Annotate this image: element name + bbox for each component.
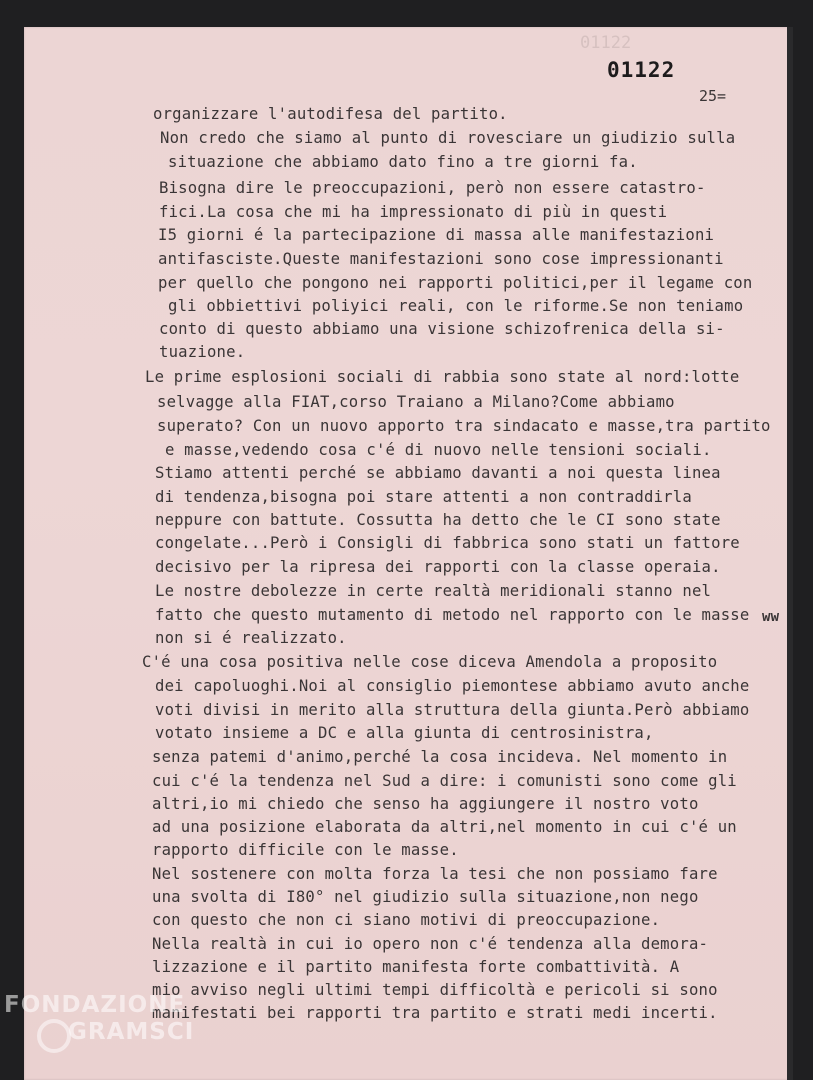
- page-number: 25=: [699, 87, 727, 105]
- text-line: di tendenza,bisogna poi stare attenti a non contraddirla: [155, 488, 692, 506]
- text-line: selvagge alla FIAT,corso Traiano a Milano?Come abbiamo: [157, 393, 675, 411]
- text-line: con questo che non ci siano motivi di preoccupazione.: [152, 911, 661, 929]
- text-line: Bisogna dire le preoccupazioni, però non essere catastro-: [159, 179, 706, 197]
- text-line: dei capoluoghi.Noi al consiglio piemontese abbiamo avuto anche: [155, 677, 750, 695]
- text-line: Nella realtà in cui io opero non c'é tendenza alla demora-: [152, 935, 709, 953]
- watermark-line-2: GRAMSCI: [68, 1019, 195, 1045]
- text-line: ad una posizione elaborata da altri,nel momento in cui c'é un: [152, 818, 737, 836]
- text-line: fici.La cosa che mi ha impressionato di più in questi: [159, 203, 668, 221]
- text-line: superato? Con un nuovo apporto tra sindacato e masse,tra partito: [157, 417, 771, 435]
- text-line: altri,io mi chiedo che senso ha aggiungere il nostro voto: [152, 795, 699, 813]
- text-line: tuazione.: [159, 343, 246, 361]
- text-line: cui c'é la tendenza nel Sud a dire: i comunisti sono come gli: [152, 772, 737, 790]
- text-line: Le nostre debolezze in certe realtà meridionali stanno nel: [155, 582, 712, 600]
- text-line: situazione che abbiamo dato fino a tre giorni fa.: [168, 153, 638, 171]
- archive-number: 01122: [607, 58, 676, 82]
- text-line: una svolta di I80° nel giudizio sulla situazione,non nego: [152, 888, 699, 906]
- text-line: e masse,vedendo cosa c'é di nuovo nelle tensioni sociali.: [165, 441, 712, 459]
- text-line: Le prime esplosioni sociali di rabbia sono state al nord:lotte: [145, 368, 740, 386]
- margin-mark: ww: [762, 609, 780, 625]
- text-line: non si é realizzato.: [155, 629, 347, 647]
- text-line: senza patemi d'animo,perché la cosa incideva. Nel momento in: [152, 748, 728, 766]
- ghost-archive-number: 01122: [580, 33, 632, 53]
- text-line: Stiamo attenti perché se abbiamo davanti a noi questa linea: [155, 464, 721, 482]
- watermark-line-1: FONDAZIONE: [4, 992, 186, 1018]
- text-line: conto di questo abbiamo una visione schizofrenica della si-: [159, 320, 725, 338]
- text-line: neppure con battute. Cossutta ha detto che le CI sono state: [155, 511, 721, 529]
- text-line: organizzare l'autodifesa del partito.: [153, 105, 508, 123]
- text-line: per quello che pongono nei rapporti politici,per il legame con: [158, 274, 753, 292]
- text-line: votato insieme a DC e alla giunta di centrosinistra,: [155, 724, 654, 742]
- text-line: decisivo per la ripresa dei rapporti con la classe operaia.: [155, 558, 721, 576]
- text-line: congelate...Però i Consigli di fabbrica sono stati un fattore: [155, 534, 740, 552]
- text-line: manifestati bei rapporti tra partito e strati medi incerti.: [152, 1004, 718, 1022]
- text-line: rapporto difficile con le masse.: [152, 841, 459, 859]
- text-line: lizzazione e il partito manifesta forte combattività. A: [152, 958, 680, 976]
- text-line: C'é una cosa positiva nelle cose diceva Amendola a proposito: [142, 653, 718, 671]
- text-line: mio avviso negli ultimi tempi difficoltà e pericoli si sono: [152, 981, 718, 999]
- text-line: I5 giorni é la partecipazione di massa alle manifestazioni: [158, 226, 715, 244]
- text-line: Nel sostenere con molta forza la tesi che non possiamo fare: [152, 865, 718, 883]
- paper-edge-shadow: [787, 27, 793, 1080]
- text-line: fatto che questo mutamento di metodo nel rapporto con le masse: [155, 606, 750, 624]
- text-line: Non credo che siamo al punto di rovesciare un giudizio sulla: [160, 129, 736, 147]
- text-line: gli obbiettivi poliyici reali, con le riforme.Se non teniamo: [168, 297, 744, 315]
- text-line: antifasciste.Queste manifestazioni sono cose impressionanti: [158, 250, 724, 268]
- text-line: voti divisi in merito alla struttura della giunta.Però abbiamo: [155, 701, 750, 719]
